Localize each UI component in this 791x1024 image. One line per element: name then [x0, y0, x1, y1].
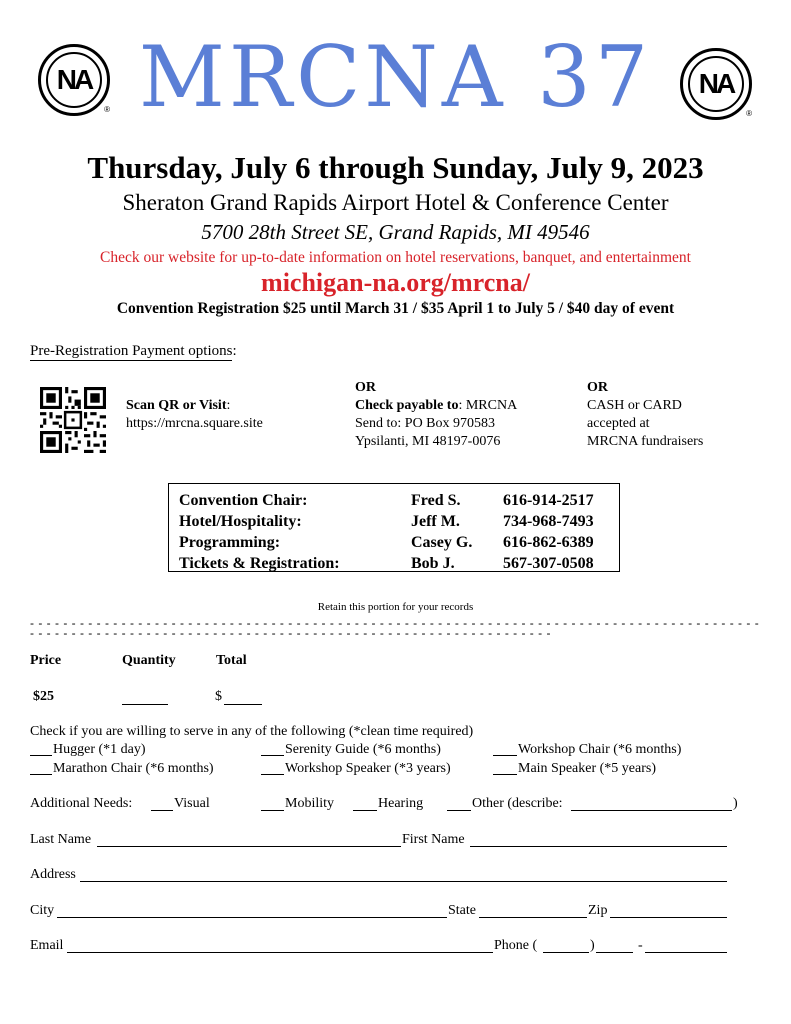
visual-label: Visual	[174, 796, 210, 811]
po-box: Send to: PO Box 970583	[355, 416, 496, 431]
tear-line: - - - - - - - - - - - - - - - - - - - - - - - - - - - - - - - - - - - - - - - - - - - - - - - - - - - - - - - - - - - - - - - - - - - - - - - - - - - - - - - - - - - - - - - - - - - - - - - - - - - - - - - - - - - - - - - - - - - - - - - - - - - - - - - - - - - - - - - - - - - - - - - - - - - - - - -	[30, 616, 760, 640]
contacts-box	[168, 483, 620, 572]
last-name-field[interactable]	[97, 846, 401, 847]
contact-phone: 616-914-2517	[503, 491, 594, 509]
or-label: OR	[355, 380, 376, 395]
phone-dash: -	[638, 938, 643, 953]
registration-fees: Convention Registration $25 until March 31 / $35 April 1 to July 5 / $40 day of event	[116, 300, 675, 317]
workshop-speaker-checkbox[interactable]	[261, 774, 284, 775]
first-name-label: First Name	[402, 832, 465, 847]
main-speaker-label: Main Speaker (*5 years)	[518, 761, 657, 776]
hearing-checkbox[interactable]	[353, 810, 377, 811]
price-value: $25	[33, 689, 54, 704]
payment-heading-text: Pre-Registration Payment options	[30, 343, 233, 359]
cash-line-1: CASH or CARD	[587, 398, 682, 413]
cash-payment-block	[587, 379, 703, 451]
other-checkbox[interactable]	[447, 810, 471, 811]
zip-field[interactable]	[610, 917, 727, 918]
contact-name: Bob J.	[411, 554, 455, 572]
marathon-chair-label: Marathon Chair (*6 months)	[53, 761, 214, 776]
hugger-checkbox[interactable]	[30, 755, 52, 756]
quantity-field[interactable]	[122, 704, 168, 705]
event-title: MRCNA 37	[138, 28, 653, 126]
cash-line-3: MRCNA fundraisers	[587, 434, 704, 449]
contact-row	[179, 532, 613, 553]
phone-area-code-field[interactable]	[543, 952, 589, 953]
qr-block	[126, 397, 263, 433]
quantity-header: Quantity	[122, 653, 176, 668]
phone-prefix-field[interactable]	[596, 952, 633, 953]
event-dates: Thursday, July 6 through Sunday, July 9, 2023	[87, 150, 704, 185]
contact-role: Programming:	[179, 533, 281, 551]
contact-phone: 734-968-7493	[503, 512, 594, 530]
qr-code-icon[interactable]	[40, 387, 106, 453]
square-site-link[interactable]: https://mrcna.square.site	[126, 416, 263, 431]
last-name-label: Last Name	[30, 832, 92, 847]
address-field[interactable]	[80, 881, 727, 882]
payment-heading	[30, 343, 237, 361]
email-label: Email	[30, 938, 64, 953]
website-url[interactable]: michigan-na.org/mrcna/	[261, 268, 530, 297]
po-box-city: Ypsilanti, MI 48197-0076	[355, 434, 501, 449]
marathon-chair-checkbox[interactable]	[30, 774, 52, 775]
contact-row	[179, 511, 613, 532]
serve-intro: Check if you are willing to serve in any of the following (*clean time required)	[30, 724, 474, 739]
check-payment-block	[355, 379, 517, 451]
phone-label: Phone (	[494, 938, 538, 953]
payment-heading-colon: :	[232, 343, 237, 359]
logo-text: NA	[56, 64, 92, 95]
qr-label-colon: :	[226, 398, 231, 413]
contact-row	[179, 553, 613, 574]
serenity-guide-label: Serenity Guide (*6 months)	[285, 742, 441, 757]
hugger-label: Hugger (*1 day)	[53, 742, 146, 757]
contact-role: Convention Chair:	[179, 491, 308, 509]
city-field[interactable]	[57, 917, 447, 918]
contact-name: Fred S.	[411, 491, 461, 509]
other-describe-field[interactable]	[571, 810, 732, 811]
contact-role: Hotel/Hospitality:	[179, 512, 302, 530]
workshop-speaker-label: Workshop Speaker (*3 years)	[285, 761, 451, 776]
cash-line-2: accepted at	[587, 416, 650, 431]
check-payable-value: : MRCNA	[458, 398, 518, 413]
contact-phone: 616-862-6389	[503, 533, 594, 551]
registered-mark: ®	[104, 105, 110, 114]
contact-name: Casey G.	[411, 533, 473, 551]
price-header: Price	[30, 653, 62, 668]
mobility-checkbox[interactable]	[261, 810, 284, 811]
address-label: Address	[30, 867, 76, 882]
total-header: Total	[216, 653, 247, 668]
phone-paren: )	[590, 938, 595, 953]
registered-mark: ®	[746, 109, 752, 118]
hearing-label: Hearing	[378, 796, 424, 811]
contact-name: Jeff M.	[411, 512, 460, 530]
qr-label: Scan QR or Visit	[126, 398, 227, 413]
mobility-label: Mobility	[285, 796, 335, 811]
contact-role: Tickets & Registration:	[179, 554, 340, 572]
check-payable-label: Check payable to	[355, 398, 459, 413]
or-label: OR	[587, 380, 608, 395]
logo-text: NA	[698, 68, 734, 99]
contact-phone: 567-307-0508	[503, 554, 594, 572]
other-label: Other (describe:	[472, 796, 563, 811]
workshop-chair-checkbox[interactable]	[493, 755, 517, 756]
contact-row	[179, 490, 613, 511]
state-label: State	[448, 903, 476, 918]
main-speaker-checkbox[interactable]	[493, 774, 517, 775]
serenity-guide-checkbox[interactable]	[261, 755, 284, 756]
total-field[interactable]	[224, 704, 262, 705]
needs-label: Additional Needs:	[30, 796, 133, 811]
email-field[interactable]	[67, 952, 493, 953]
workshop-chair-label: Workshop Chair (*6 months)	[518, 742, 682, 757]
city-label: City	[30, 903, 55, 918]
phone-number-field[interactable]	[645, 952, 727, 953]
first-name-field[interactable]	[470, 846, 727, 847]
hotel-address: 5700 28th Street SE, Grand Rapids, MI 49546	[201, 220, 590, 244]
other-close-paren: )	[733, 796, 738, 811]
hotel-name: Sheraton Grand Rapids Airport Hotel & Conference Center	[122, 190, 669, 215]
retain-note: Retain this portion for your records	[317, 601, 474, 613]
total-prefix: $	[215, 689, 222, 704]
state-field[interactable]	[479, 917, 587, 918]
visual-checkbox[interactable]	[151, 810, 173, 811]
website-note: Check our website for up-to-date information on hotel reservations, banquet, and entertainment	[100, 249, 691, 266]
contacts-table	[179, 490, 613, 574]
zip-label: Zip	[588, 903, 608, 918]
